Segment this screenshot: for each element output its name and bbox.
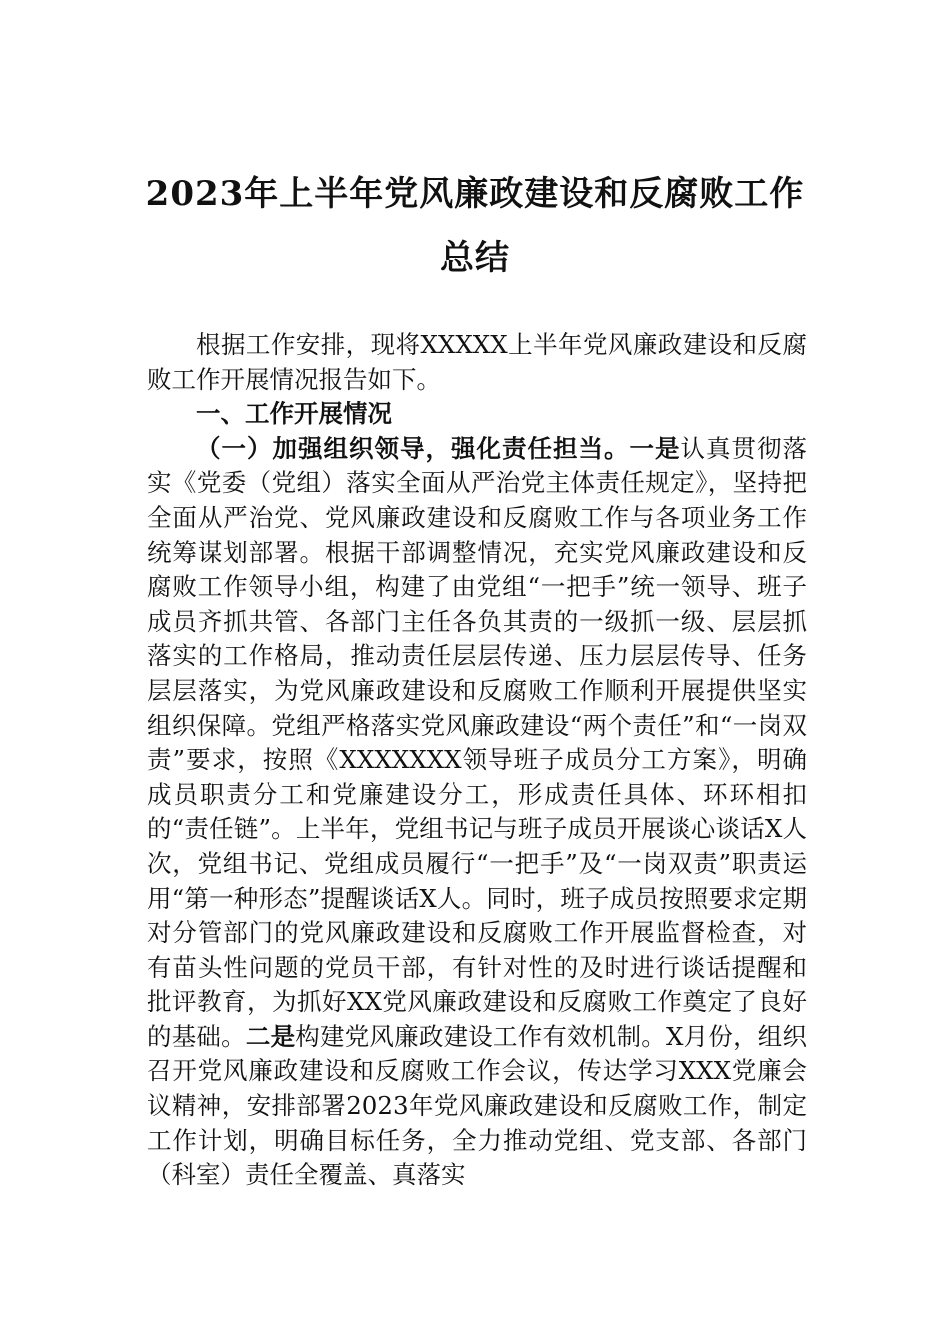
point-text-1: 认真贯彻落实《党委（党组）落实全面从严治党主体责任规定》，坚持把全面从严治党、党风廉政建设和反腐败工作与各项业务工作统筹谋划部署。根据干部调整情况，充实党风廉政建设和反腐败工作领导小组，构建了由党组“一把手”统一领导、班子成员齐抓共管、各部门主任各负其责的一级抓一级、层层抓落实的工作格局，推动责任层层传递、压力层层传导、任务层层落实，为党风廉政建设和反腐败工作顺利开展提供坚实组织保障。党组严格落实党风廉政建设“两个责任”和“一岗双责”要求，按照《XXXXXXX领导班子成员分工方案》，明确成员职责分工和党廉建设分工，形成责任具体、环环相扣的“责任链”。上半年，党组书记与班子成员开展谈心谈话X人次，党组书记、党组成员履行“一把手”及“一岗双责”职责运用“第一种形态”提醒谈话X人。同时，班子成员按照要求定期对分管部门的党风廉政建设和反腐败工作开展监督检查，对有苗头性问题的党员干部，有针对性的及时进行谈话提醒和批评教育，为抓好XX党风廉政建设和反腐败工作奠定了良好的基础。 bbox=[147, 433, 807, 1051]
body-paragraph bbox=[147, 432, 807, 1193]
document-title-line-2: 总结 bbox=[440, 238, 510, 278]
intro-paragraph: 根据工作安排，现将XXXXX上半年党风廉政建设和反腐败工作开展情况报告如下。 bbox=[147, 330, 807, 394]
document-title-line-1: 2023年上半年党风廉政建设和反腐败工作 bbox=[145, 174, 805, 214]
sub-heading: （一）加强组织领导，强化责任担当。 bbox=[196, 433, 630, 463]
section-heading: 一、工作开展情况 bbox=[196, 399, 392, 429]
point-label-1: 一是 bbox=[629, 433, 681, 463]
document-body bbox=[147, 328, 807, 1193]
point-label-2: 二是 bbox=[245, 1021, 296, 1051]
point-text-2: 构建党风廉政建设工作有效机制。X月份，组织召开党风廉政建设和反腐败工作会议，传达学习XXX党廉会议精神，安排部署2023年党风廉政建设和反腐败工作，制定工作计划，明确目标任务，全力推动党组、党支部、各部门（科室）责任全覆盖、真落实 bbox=[147, 1021, 808, 1190]
